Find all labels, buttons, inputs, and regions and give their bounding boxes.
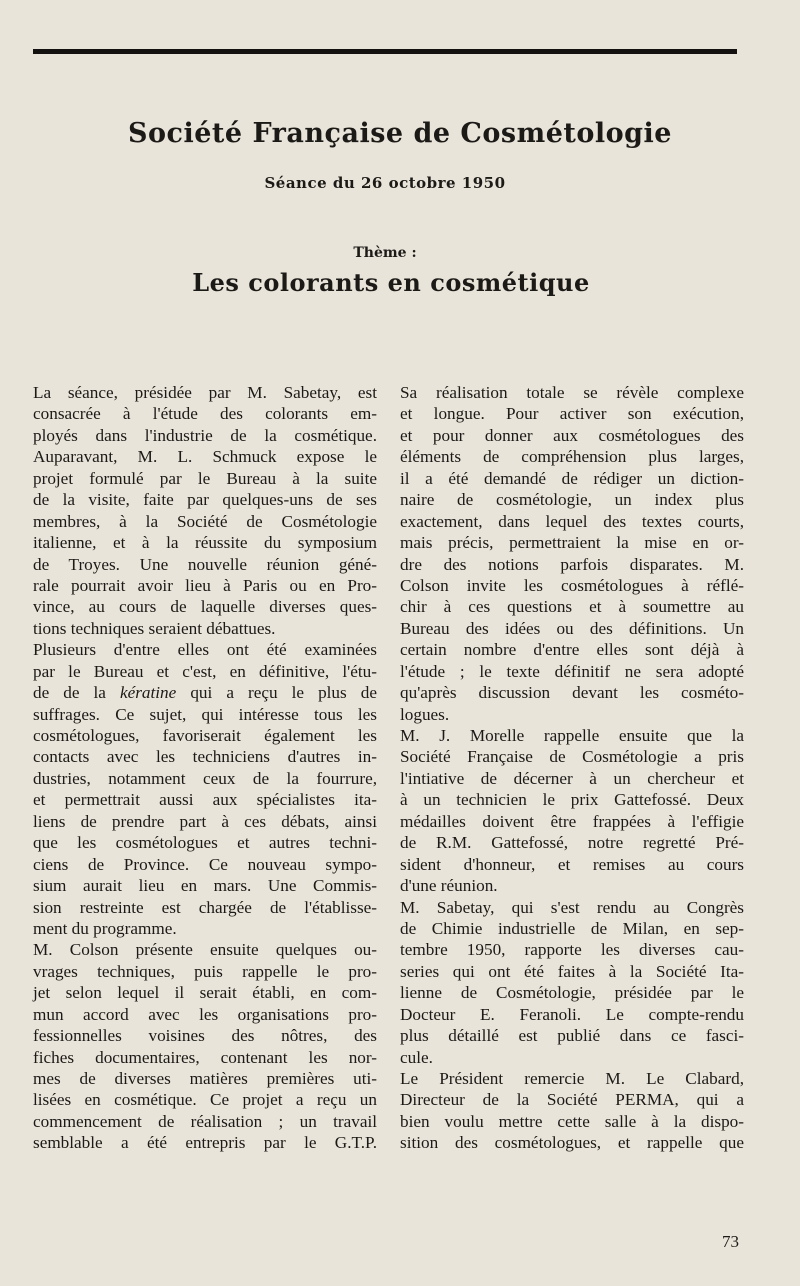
text-line: de la visite, faite par quelques-uns de ses [33,490,377,510]
text-line: éléments de compréhension plus larges, [400,447,744,467]
text-line: cosmétologues, favoriserait également les [33,726,377,745]
text-line: à un technicien le prix Gattefossé. Deux [400,790,744,810]
text-line: italienne, et à la réussite du symposium [33,533,377,553]
text-line: lisées en cosmétique. Ce projet a reçu un [33,1090,377,1110]
text-line: dre des notions parfois disparates. M. [400,554,744,574]
text-line: de Chimie industrielle de Milan, en sep- [400,918,744,938]
text-line: mes de diverses matières premières uti- [33,1069,377,1088]
text-line: que les cosmétologues et autres techni- [33,833,377,853]
text-line: commencement de réalisation ; un travail [33,1111,377,1131]
text-line: vrages techniques, puis rappelle le pro- [33,961,377,981]
text-line: M. Sabetay, qui s'est rendu au Congrès [400,897,744,917]
text-line: et longue. Pour activer son exécution, [400,404,744,424]
text-line: mun accord avec les organisations pro- [33,1004,377,1024]
text-line: sition des cosmétologues, et rappelle que [400,1133,744,1153]
text-line: de R.M. Gattefossé, notre regretté Pré- [400,833,744,853]
text-line: sion restreinte est chargée de l'établisse- [33,897,377,917]
top-rule [33,49,737,54]
text-line: suffrages. Ce sujet, qui intéresse tous les [33,704,377,724]
text-line: plus détaillé est publié dans ce fasci- [400,1026,744,1046]
left-column [33,382,377,1154]
text-line: semblable a été entrepris par le G.T.P. [33,1133,377,1153]
text-line: tembre 1950, rapporte les diverses cau- [400,940,744,960]
text-line: Directeur de la Société PERMA, qui a [400,1090,744,1110]
text-line: certain nombre d'entre elles sont déjà à [400,640,744,660]
text-segment: de de la [33,683,120,703]
text-line: et permettrait aussi aux spécialistes ita- [33,790,377,810]
text-line: d'une réunion. [400,876,498,896]
text-line [33,682,377,703]
text-line: Le Président remercie M. Le Clabard, [400,1069,744,1088]
text-line: consacrée à l'étude des colorants em- [33,404,377,424]
text-line: M. J. Morelle rappelle ensuite que la [400,726,744,745]
text-line: qu'après discussion devant les cosméto- [400,683,744,703]
society-title: Société Française de Cosmétologie [128,118,672,149]
text-line: par le Bureau et c'est, en définitive, l'étu- [33,661,377,681]
text-line: médailles doivent être frappées à l'effigie [400,811,744,831]
page-number: 73 [722,1232,739,1251]
text-line: l'étude ; le texte définitif ne sera adopté [400,661,744,681]
text-line: Docteur E. Feranoli. Le compte-rendu [400,1004,744,1024]
text-line: Bureau des idées ou des définitions. Un [400,618,744,638]
text-line: Auparavant, M. L. Schmuck expose le [33,447,377,467]
session-date: Séance du 26 octobre 1950 [264,174,506,192]
text-segment: qui a reçu le plus de [176,683,377,703]
text-line: chir à ces questions et à soumettre au [400,597,744,617]
text-line: lienne de Cosmétologie, présidée par le [400,983,744,1003]
theme-label: Thème : [353,245,417,261]
text-line: sident d'honneur, et remises au cours [400,854,744,874]
text-line: projet formulé par le Bureau à la suite [33,468,377,488]
text-line: l'intiative de décerner à un chercheur et [400,768,744,788]
italic-term: kératine [119,683,177,703]
text-line: Colson invite les cosmétologues à réflé- [400,575,744,595]
text-line: series qui ont été faites à la Société Ita- [400,961,744,981]
text-line: jet selon lequel il serait établi, en com- [33,983,377,1003]
text-line: rale pourrait avoir lieu à Paris ou en Pro- [33,575,377,595]
text-line: ciens de Province. Ce nouveau sympo- [33,854,377,874]
text-line: membres, à la Société de Cosmétologie [33,511,377,531]
text-line: vince, au cours de laquelle diverses ques- [33,597,377,617]
text-line: ment du programme. [33,918,177,938]
text-line: dustries, notamment ceux de la fourrure, [33,768,377,788]
theme-title: Les colorants en cosmétique [192,268,590,297]
text-line: Plusieurs d'entre elles ont été examinées [33,640,377,660]
text-line: et pour donner aux cosmétologues des [400,425,744,445]
text-line: ployés dans l'industrie de la cosmétique. [33,425,377,445]
text-line: naire de cosmétologie, un index plus [400,490,744,510]
text-line: bien voulu mettre cette salle à la dispo- [400,1111,744,1131]
text-line: fessionnelles voisines des nôtres, des [33,1026,377,1046]
text-line: liens de prendre part à ces débats, ainsi [33,811,377,831]
text-line: contacts avec les techniciens d'autres in- [33,747,377,767]
text-line: La séance, présidée par M. Sabetay, est [33,383,377,402]
text-line: il a été demandé de rédiger un diction- [400,468,744,488]
right-column [400,382,744,1154]
text-line: logues. [400,704,450,724]
text-line: Sa réalisation totale se révèle complexe [400,383,744,402]
text-line: fiches documentaires, contenant les nor- [33,1047,377,1067]
text-line: Société Française de Cosmétologie a pris [400,747,744,767]
text-line: tions techniques seraient débattues. [33,618,276,638]
text-line: mais précis, permettraient la mise en or- [400,533,744,553]
text-line: exactement, dans lequel des textes courts, [400,511,744,531]
text-line: cule. [400,1047,433,1067]
text-line: M. Colson présente ensuite quelques ou- [33,940,377,960]
text-line: de Troyes. Une nouvelle réunion géné- [33,554,377,574]
text-line: sium aurait lieu en mars. Une Commis- [33,876,377,896]
